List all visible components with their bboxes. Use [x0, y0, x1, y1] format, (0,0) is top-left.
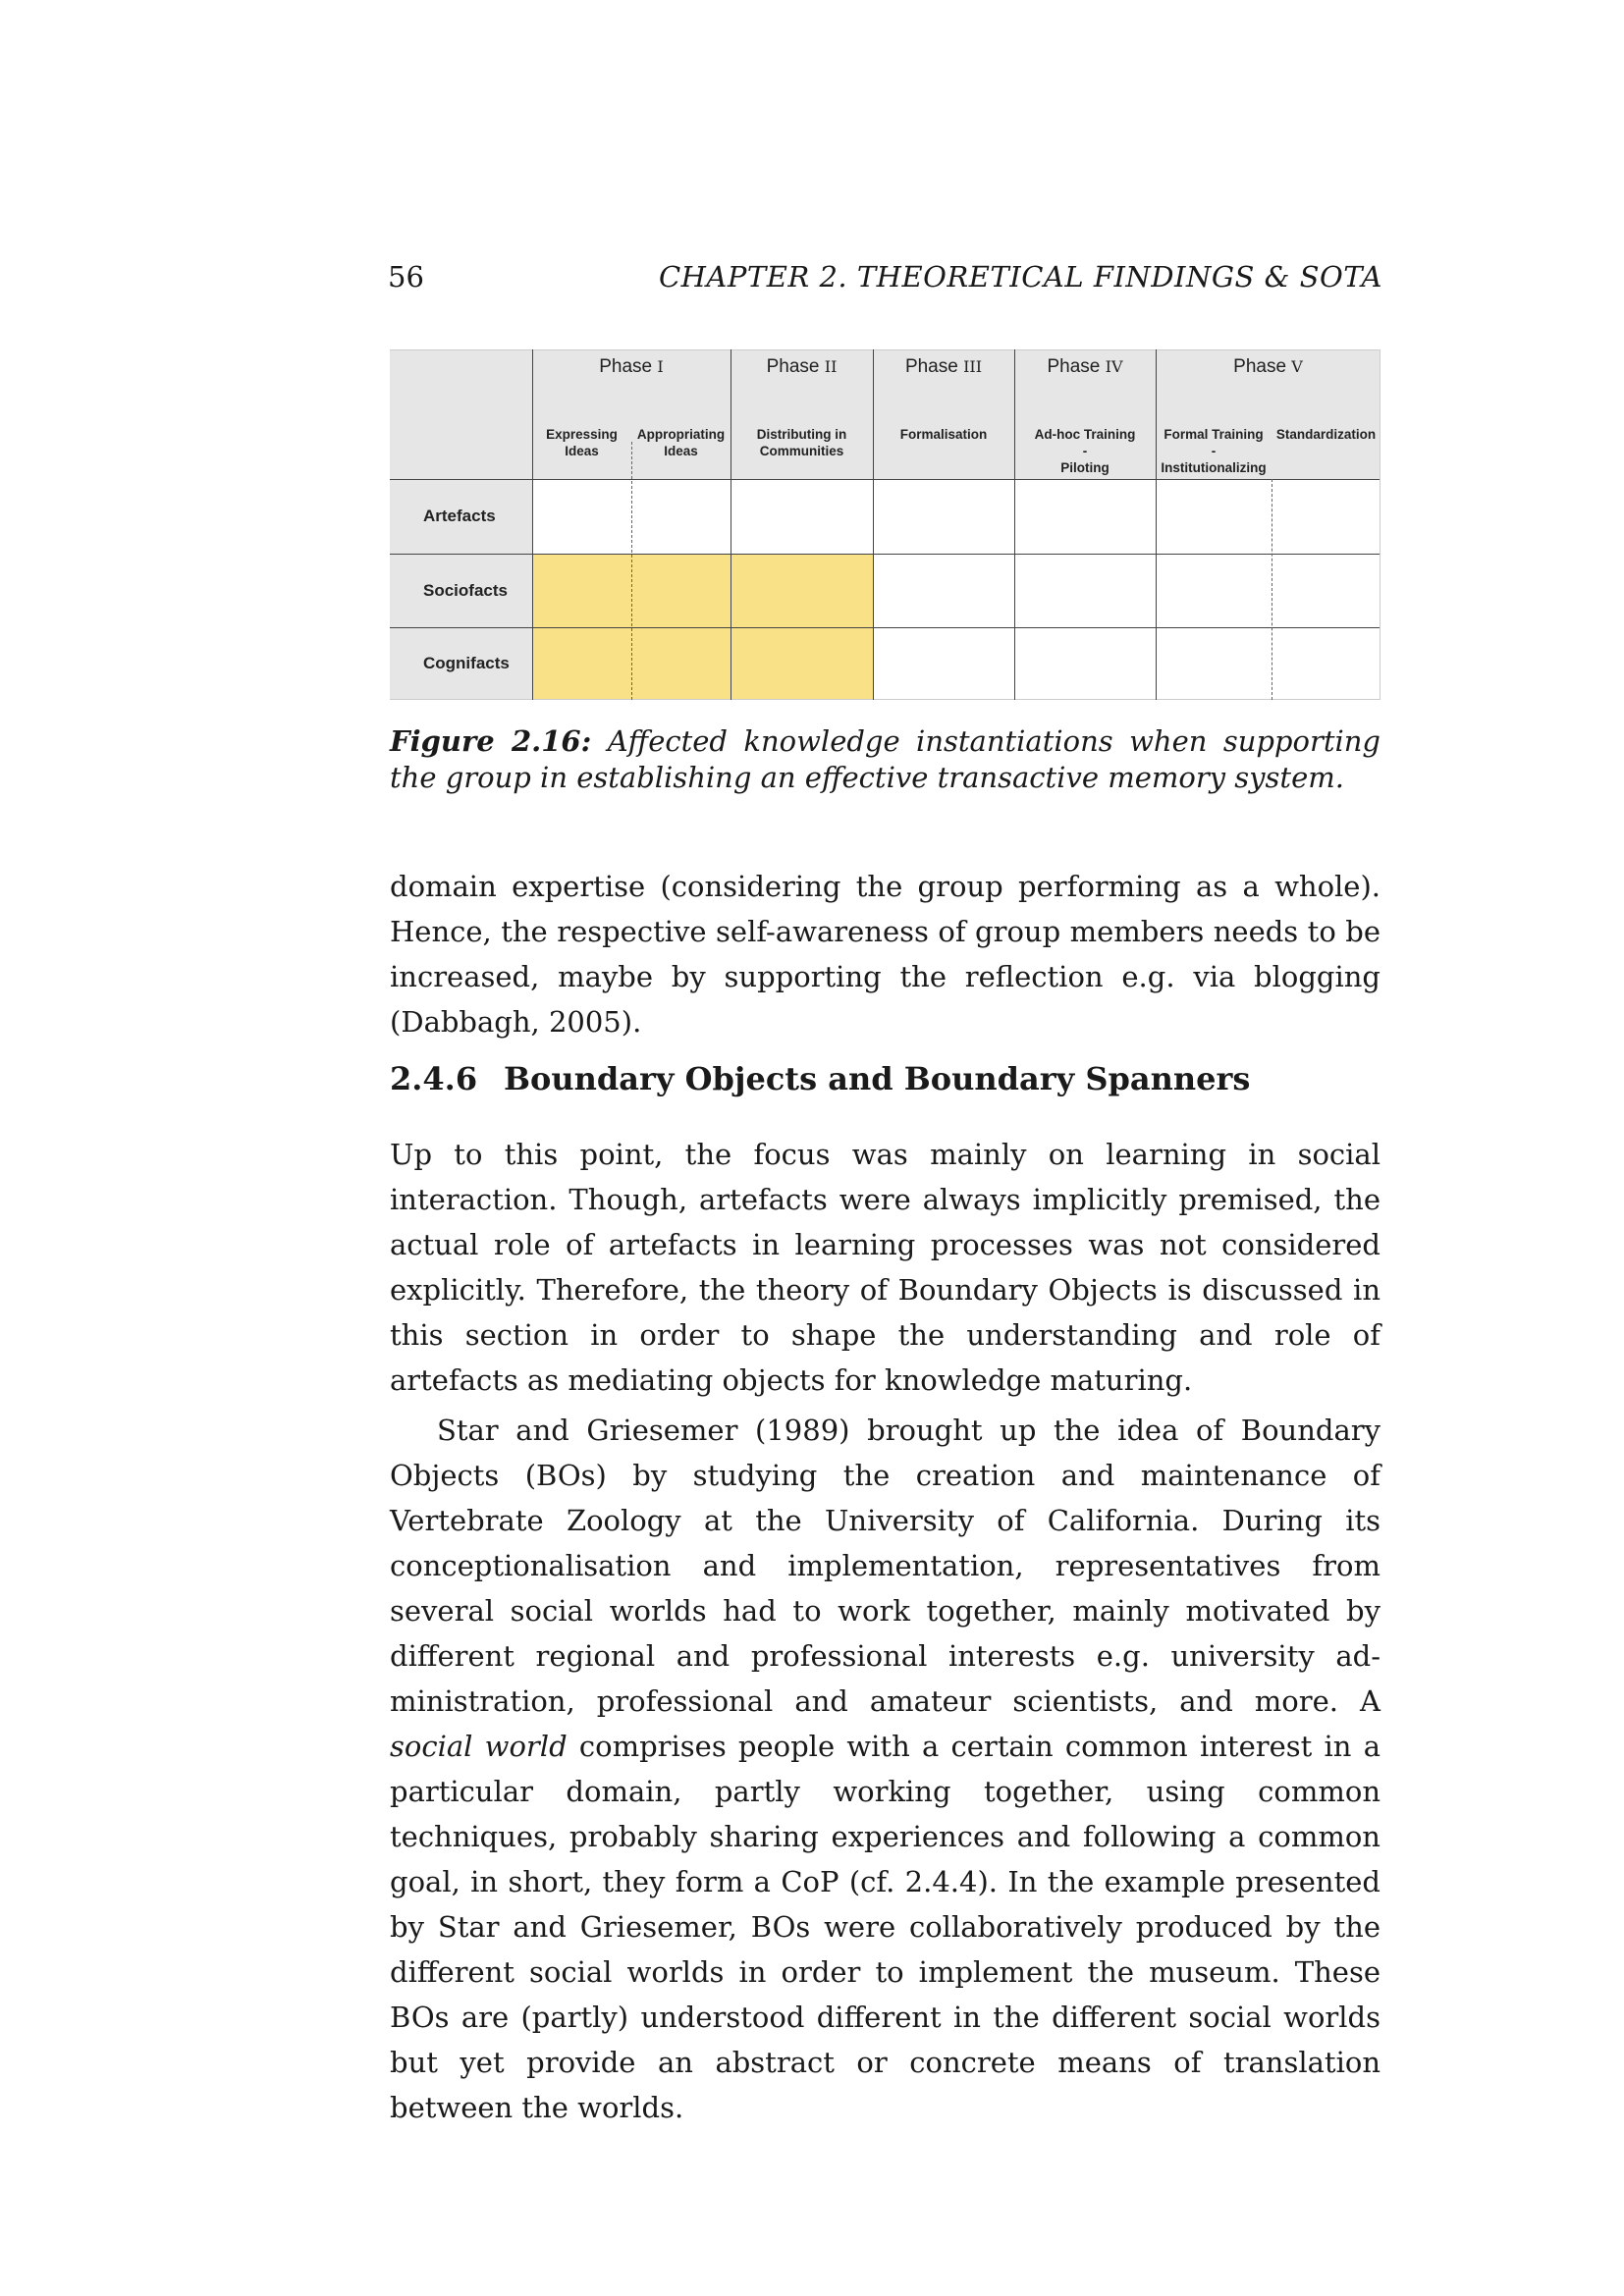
- running-head: CHAPTER 2. THEORETICAL FINDINGS & SOTA: [658, 260, 1382, 294]
- section-number: 2.4.6: [390, 1060, 478, 1097]
- phase-label-4: Phase IV: [1047, 356, 1123, 377]
- page-number: 56: [388, 260, 424, 294]
- emphasis-social-world: social world: [390, 1730, 568, 1763]
- section-title: Boundary Objects and Boundary Spanners: [504, 1060, 1251, 1097]
- grid-line: [873, 349, 874, 700]
- phase-label-2: Phase II: [766, 356, 838, 377]
- row-label-sociofacts: Sociofacts: [423, 580, 508, 600]
- grid-line: [1014, 349, 1015, 700]
- paragraph-3-text-continued: comprises people with a certain common interest in a particular domain, partly working together, using common techniques, probably sharing experiences and following a common goal, in short, they form a CoP (cf. 2.4.4). In the example presented by Star and Griesemer, BOs were collaboratively produced by the different social worlds in order to implement the museum. These BOs are (partly) understood different in the different social worlds but yet provide an abstract or concrete means of translation between the worlds.: [390, 1730, 1380, 2124]
- subphase-label: Formal Training - Institutionalizing: [1161, 427, 1267, 475]
- grid-line: [390, 554, 1380, 555]
- paragraph-2: Up to this point, the focus was mainly on learning in social interaction. Though, artefacts were always implicitly premised, the actual role of artefacts in learning processes was not considered explicitly. Therefore, the theory of Boundary Objects is discussed in this section in order to shape the understanding and role of artefacts as mediating objects for knowledge maturing.: [390, 1138, 1380, 1397]
- grid-dash: [631, 442, 632, 700]
- caption-text: Affected knowledge instantiations when supporting the group in establishing an effective transactive memory system.: [390, 724, 1380, 794]
- subphase-label: Distributing in Communities: [756, 427, 847, 458]
- figure-table: [390, 349, 1380, 700]
- figure-caption: [390, 723, 1380, 796]
- subphase-label: Expressing Ideas: [546, 427, 618, 458]
- section-heading: [390, 1060, 1250, 1097]
- subphase-label: Standardization: [1275, 427, 1377, 442]
- grid-line: [532, 349, 533, 700]
- row-label-artefacts: Artefacts: [423, 507, 496, 525]
- row-label-cognifacts: Cognifacts: [423, 654, 510, 672]
- grid-line: [390, 627, 1380, 628]
- paragraph-1: domain expertise (considering the group performing as a whole). Hence, the respective self-awareness of group members needs to be increased, maybe by supporting the reflection e.g. via blogging (Dabbagh, 2005).: [390, 870, 1380, 1039]
- grid-line: [390, 699, 1380, 700]
- paragraph-3-text: Star and Griesemer (1989) brought up the idea of Boundary Objects (BOs) by studying the creation and maintenance of Vertebrate Zoology at the University of California. During its conceptionalisation and implementation, representatives from several social worlds had to work together, mainly motivated by different regional and professional interests e.g. university administration, professional and amateur scientists, and more. A: [390, 1414, 1380, 1718]
- subphase-label: Ad-hoc Training - Piloting: [1034, 427, 1136, 475]
- grid-line: [1156, 349, 1157, 700]
- subphase-label: Appropriating Ideas: [636, 427, 726, 458]
- subphase-label: Formalisation: [899, 427, 988, 442]
- phase-label-1: Phase I: [599, 356, 664, 377]
- grid-line: [390, 479, 1380, 480]
- phase-label-3: Phase III: [904, 356, 983, 377]
- grid-line: [390, 349, 1380, 350]
- paragraph-3: [390, 1408, 1380, 2130]
- phase-label-5: Phase V: [1233, 356, 1303, 377]
- caption-label: Figure 2.16:: [390, 724, 592, 758]
